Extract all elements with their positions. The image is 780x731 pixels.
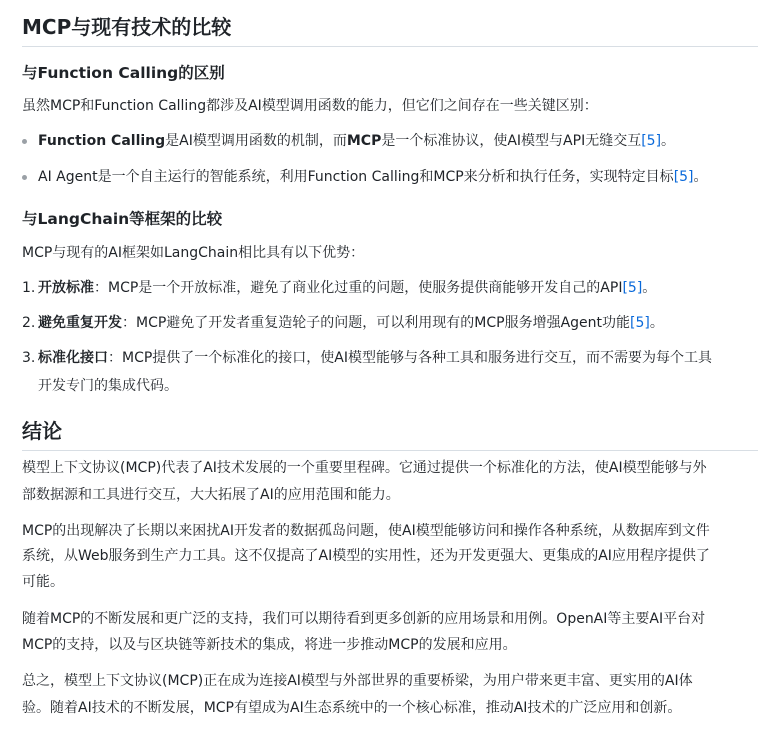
- conclusion-paragraph-line: 部数据源和工具进行交互，大大拓展了AI的应用范围和能力。: [22, 487, 400, 503]
- item-text: ：MCP避免了开发者重复造轮子的问题，可以利用现有的MCP服务增强Agent功能: [122, 315, 631, 331]
- bold-term: Function Calling: [38, 133, 166, 149]
- section-heading-comparison: MCP与现有技术的比较: [22, 14, 758, 47]
- item-number: 3.: [22, 350, 36, 366]
- bold-term: MCP: [346, 133, 382, 149]
- item-text: 。: [642, 280, 657, 296]
- conclusion-paragraph-line: 验。随着AI技术的不断发展，MCP有望成为AI生态系统中的一个核心标准，推动AI技术的广泛应用和创新。: [22, 700, 682, 716]
- conclusion-paragraph-line: 随着MCP的不断发展和更广泛的支持，我们可以期待看到更多创新的应用场景和用例。OpenAI等主要AI平台对: [22, 611, 706, 627]
- section-heading-conclusion: 结论: [22, 418, 758, 451]
- paragraph-fc-intro: 虽然MCP和Function Calling都涉及AI模型调用函数的能力，但它们之间存在一些关键区别：: [22, 98, 598, 114]
- conclusion-paragraph-line: MCP的出现解决了长期以来困扰AI开发者的数据孤岛问题，使AI模型能够访问和操作各种系统，从数据库到文件: [22, 523, 710, 539]
- paragraph-langchain-intro: MCP与现有的AI框架如LangChain相比具有以下优势：: [22, 245, 365, 261]
- citation-link[interactable]: [5]: [641, 133, 662, 149]
- conclusion-paragraph-line: 系统，从Web服务到生产力工具。这不仅提高了AI模型的实用性，还为开发更强大、更集成的AI应用程序提供了: [22, 548, 710, 564]
- item-text: 。: [649, 315, 664, 331]
- bullet-dot: [22, 175, 27, 180]
- bold-term: 标准化接口: [38, 350, 108, 366]
- item-number: 2.: [22, 315, 36, 331]
- conclusion-paragraph-line: 模型上下文协议(MCP)代表了AI技术发展的一个重要里程碑。它通过提供一个标准化的方法，使AI模型能够与外: [22, 460, 707, 476]
- bold-term: 开放标准: [38, 280, 94, 296]
- item-text: 开发专门的集成代码。: [38, 378, 178, 394]
- bullet-dot: [22, 139, 27, 144]
- item-number: 1.: [22, 280, 36, 296]
- list-text: 。: [693, 169, 708, 185]
- conclusion-paragraph-line: 总之，模型上下文协议(MCP)正在成为连接AI模型与外部世界的重要桥梁，为用户带来更丰富、更实用的AI体: [22, 673, 693, 689]
- item-text: ：MCP提供了一个标准化的接口，使AI模型能够与各种工具和服务进行交互，而不需要为每个工具: [108, 350, 713, 366]
- subheading-function-calling: 与Function Calling的区别: [22, 64, 225, 82]
- conclusion-paragraph-line: MCP的支持，以及与区块链等新技术的集成，将进一步推动MCP的发展和应用。: [22, 637, 517, 653]
- list-text: 是AI模型调用函数的机制，而: [165, 133, 347, 149]
- item-text: ：MCP是一个开放标准，避免了商业化过重的问题，使服务提供商能够开发自己的API: [94, 280, 623, 296]
- citation-link[interactable]: [5]: [630, 315, 650, 331]
- citation-link[interactable]: [5]: [673, 169, 694, 185]
- subheading-langchain: 与LangChain等框架的比较: [22, 210, 223, 228]
- citation-link[interactable]: [5]: [622, 280, 643, 296]
- conclusion-paragraph-line: 可能。: [22, 574, 64, 590]
- bold-term: 避免重复开发: [38, 315, 122, 331]
- list-text: AI Agent是一个自主运行的智能系统，利用Function Calling和MCP来分析和执行任务，实现特定目标: [38, 169, 674, 185]
- list-text: 是一个标准协议，使AI模型与API无缝交互: [381, 133, 642, 149]
- list-text: 。: [661, 133, 676, 149]
